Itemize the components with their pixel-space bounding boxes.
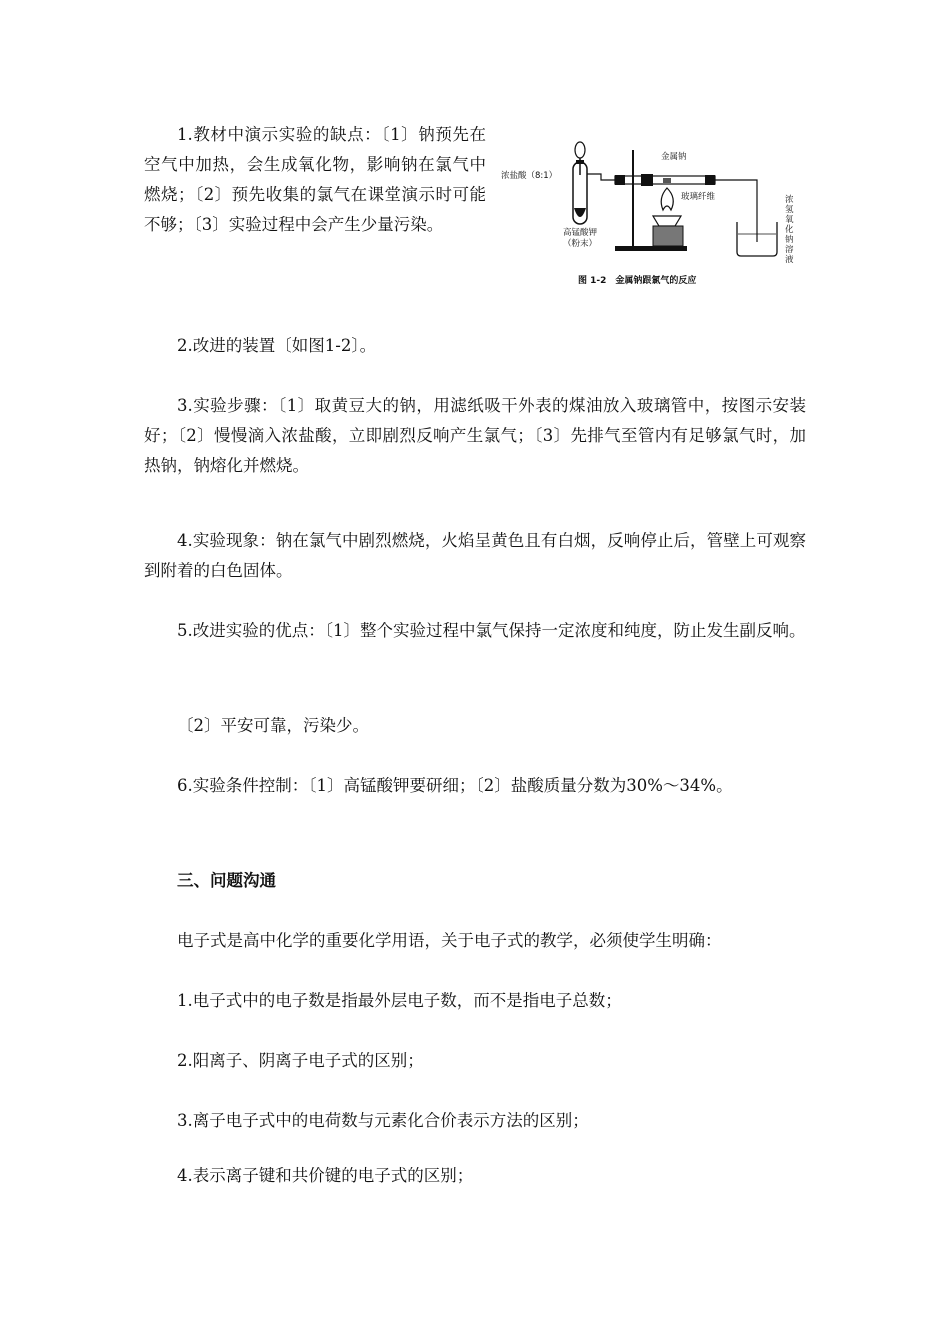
alcohol-lamp — [653, 216, 681, 226]
paragraph-3: 3.实验步骤：〔1〕取黄豆大的钠，用滤纸吸干外表的煤油放入玻璃管中，按图示安装好；〔2〕慢慢滴入浓盐酸，立即剧烈反响产生氯气；〔3〕先排气至管内有足够氯气时，加热钠，钠熔化并燃烧。 — [144, 396, 806, 475]
paragraph-7: 6.实验条件控制：〔1〕高锰酸钾要研细；〔2〕盐酸质量分数为30%～34%。 — [177, 776, 733, 795]
kmno4-powder — [574, 208, 586, 217]
exit-tube — [715, 180, 757, 242]
paragraph-4: 4.实验现象：钠在氯气中剧烈燃烧，火焰呈黄色且有白烟，反响停止后，管壁上可观察到附着的白色固体。 — [144, 531, 806, 580]
figure-caption: 图 1-2 金属钠跟氯气的反应 — [578, 276, 697, 286]
stand-base — [615, 246, 687, 251]
label-naoh-6: 溶 — [785, 245, 794, 255]
label-kmno4: 高锰酸钾 — [563, 228, 598, 238]
wooden-block — [653, 226, 683, 246]
apparatus-diagram — [493, 130, 808, 295]
label-naoh-5: 钠 — [785, 235, 794, 245]
connector-tube — [587, 174, 618, 180]
sodium-piece — [663, 178, 671, 183]
paragraph-12: 4.表示离子键和共价键的电子式的区别； — [177, 1166, 474, 1185]
paragraph-9: 1.电子式中的电子数是指最外层电子数，而不是指电子总数； — [177, 991, 622, 1010]
label-naoh-1: 浓 — [785, 195, 794, 205]
label-naoh-2: 氢 — [785, 205, 794, 215]
clamp — [641, 174, 653, 186]
right-stopper — [705, 175, 715, 185]
label-naoh-7: 液 — [785, 255, 794, 265]
paragraph-11: 3.离子电子式中的电荷数与元素化合价表示方法的区别； — [177, 1111, 589, 1130]
paragraph-8: 电子式是高中化学的重要化学用语，关于电子式的教学，必须使学生明确： — [177, 931, 722, 950]
section-heading: 三、问题沟通 — [177, 871, 276, 890]
paragraph-2: 2.改进的装置〔如图1-2〕。 — [177, 336, 377, 355]
label-sodium: 金属钠 — [661, 152, 687, 162]
paragraph-6: 〔2〕平安可靠，污染少。 — [177, 716, 369, 735]
label-naoh-4: 化 — [785, 225, 794, 235]
label-kmno4-powder: （粉末） — [563, 239, 598, 249]
funnel-valve — [576, 160, 584, 164]
flame — [661, 188, 673, 210]
label-naoh-3: 氧 — [785, 215, 794, 225]
paragraph-10: 2.阳离子、阴离子电子式的区别； — [177, 1051, 424, 1070]
apparatus-figure — [493, 130, 808, 295]
paragraph-1: 1.教材中演示实验的缺点：〔1〕钠预先在空气中加热，会生成氧化物，影响钠在氯气中燃烧；〔2〕预先收集的氯气在课堂演示时可能不够；〔3〕实验过程中会产生少量污染。 — [144, 125, 486, 234]
label-hcl: 浓盐酸（8:1） — [501, 171, 558, 181]
label-glass-fiber: 玻璃纤维 — [681, 192, 716, 202]
paragraph-5: 5.改进实验的优点：〔1〕整个实验过程中氯气保持一定浓度和纯度，防止发生副反响。 — [177, 621, 806, 640]
funnel-bulb — [575, 142, 585, 158]
left-stopper — [615, 175, 625, 185]
